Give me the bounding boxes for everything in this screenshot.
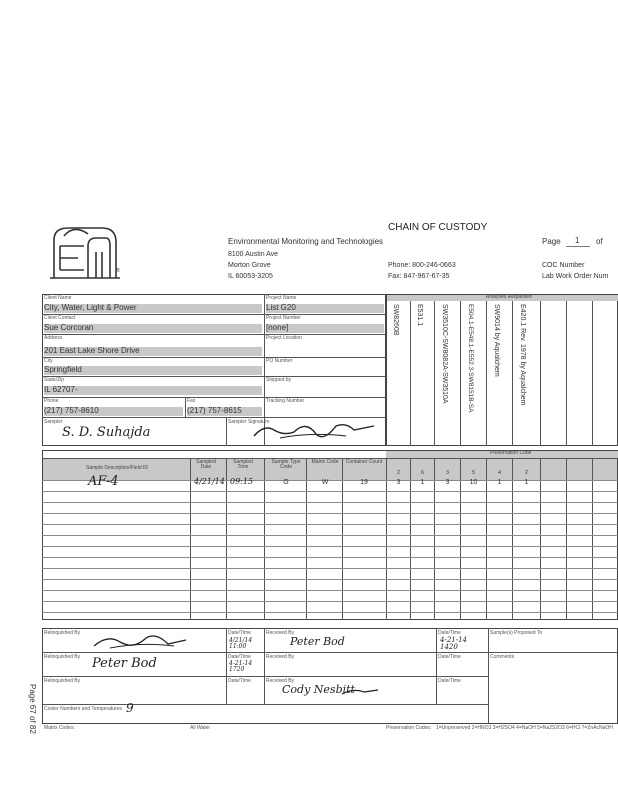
table-row-line: [42, 601, 618, 602]
preservation-codes-label: Preservation Codes:: [386, 725, 432, 731]
sample-date: 4/21/14: [194, 477, 225, 486]
col-container-count: Container Count: [345, 459, 383, 465]
table-row-line: [42, 491, 618, 492]
datetime-label-2b: Date/Time: [438, 654, 461, 660]
side-page-number: Page 67 of 82: [28, 684, 37, 734]
rule: [42, 334, 264, 335]
lab-fax: Fax: 847-967-67-35: [388, 273, 450, 280]
table-header-line: [42, 458, 618, 459]
table-column-line: [540, 458, 541, 620]
rule: [42, 397, 264, 398]
client-phone: (217) 757-8610: [44, 407, 183, 416]
custody-col: [488, 628, 489, 724]
svg-text:®: ®: [116, 268, 120, 274]
sample-analysis-count-4: 10: [469, 479, 478, 486]
sample-analysis-count-1: 3: [396, 479, 401, 486]
col-sampled-date: Sampled Date: [196, 459, 216, 471]
received-by-3: Cody Nesbitt: [282, 683, 355, 696]
po-number-label: PO Number: [266, 358, 293, 364]
form-title: CHAIN OF CUSTODY: [388, 222, 488, 233]
page-number: 1: [575, 236, 580, 245]
datetime-label-1b: Date/Time: [438, 630, 461, 636]
analysis-col: [592, 301, 593, 446]
project-name: List G20: [266, 304, 384, 313]
pres-code-1: 2: [397, 470, 400, 476]
analysis-method-5: SW9014 by Aqualchem: [493, 304, 500, 377]
sample-analysis-count-2: 1: [420, 479, 425, 486]
sample-analysis-count-6: 1: [524, 479, 529, 486]
relinquished-label-1: Relinquished By: [44, 630, 81, 636]
pres-code-3: 3: [446, 470, 449, 476]
phone-fax-divider: [185, 397, 186, 417]
received-label-3: Received By: [266, 678, 295, 684]
project-name-label: Project Name: [266, 295, 297, 301]
analysis-method-2: E531.1: [416, 304, 423, 327]
rule: [42, 376, 264, 377]
received-label-2: Received By: [266, 654, 295, 660]
relinquished-datetime-2: 4-21-14 1720: [229, 660, 253, 673]
relinquished-label-2: Relinquished By: [44, 654, 81, 660]
rule: [42, 314, 264, 315]
relinquished-datetime-1: 4/21/14 11:00: [229, 637, 253, 650]
table-row-line: [42, 612, 618, 613]
lab-address3: IL 60053-3205: [228, 273, 273, 280]
table-column-line: [566, 458, 567, 620]
sampler-label: Sampler: [44, 419, 63, 425]
sampler-signature: [250, 418, 380, 444]
table-column-line: [190, 458, 191, 620]
lab-work-order-label: Lab Work Order Num: [542, 273, 609, 280]
lab-phone: Phone: 800-246-0663: [388, 262, 456, 269]
client-city: Springfield: [44, 366, 262, 375]
custody-row: [42, 704, 488, 705]
pres-code-2: 6: [421, 470, 424, 476]
received-datetime-1: 4-21-14 1420: [440, 636, 467, 651]
received-label-1: Received By: [266, 630, 295, 636]
sample-analysis-count-3: 3: [445, 479, 450, 486]
table-column-line: [592, 458, 593, 620]
page-of: of: [596, 237, 603, 246]
lab-name: Environmental Monitoring and Technologies: [228, 237, 384, 246]
relinquished-label-3: Relinquished By: [44, 678, 81, 684]
custody-row: [42, 652, 488, 653]
client-contact-label: Client Contact: [44, 315, 76, 321]
sampler-name: S. D. Suhajda: [62, 425, 151, 440]
client-fax: (217) 757-8615: [187, 407, 262, 416]
preservation-header: Preservation Code: [490, 450, 532, 456]
table-row-line: [42, 535, 618, 536]
sample-id: AF-4: [88, 474, 119, 489]
analysis-method-1: SW8260B: [392, 304, 399, 336]
table-column-line: [342, 458, 343, 620]
analysis-col: [540, 301, 541, 446]
comments-label: Comments: [490, 654, 515, 660]
samples-proposed-label: Sample(s) Proposed To: [490, 630, 543, 636]
cooler-label: Cooler Numbers and Temperatures: [44, 706, 123, 712]
table-row-line: [42, 568, 618, 569]
relinquished-signature-1: [90, 630, 190, 652]
sampler-divider: [226, 417, 227, 446]
address-label: Address: [44, 335, 63, 341]
table-row-line: [42, 590, 618, 591]
tracking-number-label: Tracking Number: [266, 398, 305, 404]
col-matrix-code: Matrix Code: [311, 459, 339, 465]
sampler-signature-label: Sampler Signature: [228, 419, 270, 425]
preservation-codes-list: 1=Unpreserved 2=HNO3 3=H2SO4 4=NaOH 5=Na2S2O3 6=HCl 7=ZnAcNaOH: [436, 725, 613, 731]
page-label: Page: [542, 237, 561, 246]
table-column-line: [264, 458, 265, 620]
col-sampled-time: Sampled Time: [233, 459, 253, 471]
sample-type: G: [283, 479, 289, 486]
analysis-col: [434, 301, 435, 446]
datetime-label-2: Date/Time: [228, 654, 251, 660]
pres-code-6: 2: [525, 470, 528, 476]
coc-number-label: COC Number: [542, 262, 585, 269]
received-signature-3: [340, 684, 380, 698]
rule: [42, 357, 264, 358]
sample-matrix: W: [321, 479, 329, 486]
col-sample-type: Sample Type Code: [271, 459, 301, 471]
project-location-label: Project Location: [266, 335, 302, 341]
analysis-col: [410, 301, 411, 446]
phone-label: Phone: [44, 398, 59, 404]
table-row-line: [42, 546, 618, 547]
analyses-header: Analyses Requested: [486, 294, 532, 300]
analysis-method-4: E504.1-E548.1-E552.3-SW8151B-SA: [467, 304, 474, 413]
table-row-line: [42, 502, 618, 503]
lab-address1: 8100 Austin Ave: [228, 251, 279, 258]
client-address: 201 East Lake Shore Drive: [44, 347, 262, 356]
col-sample-description: Sample Description/Field ID: [86, 465, 148, 471]
client-name-label: Client Name: [44, 295, 72, 301]
client-name: City, Water, Light & Power: [44, 304, 262, 313]
table-column-line: [226, 458, 227, 620]
city-label: City: [44, 358, 53, 364]
datetime-label-1: Date/Time: [228, 630, 251, 636]
sample-analysis-count-5: 1: [497, 479, 502, 486]
pres-code-5: 4: [498, 470, 501, 476]
client-state-zip: IL 62707-: [44, 386, 262, 395]
fax-label: Fax: [187, 398, 196, 404]
table-row-line: [42, 579, 618, 580]
analysis-method-6: E420.1 Rev. 1978 by Aqualchem: [519, 304, 526, 406]
project-number: [none]: [266, 324, 384, 333]
table-row-line: [42, 524, 618, 525]
custody-row: [488, 652, 618, 653]
analysis-col: [486, 301, 487, 446]
sample-time: 09:15: [230, 477, 254, 486]
cooler-value: 9: [126, 701, 134, 715]
received-by-1: Peter Bod: [290, 635, 345, 648]
datetime-label-3b: Date/Time: [438, 678, 461, 684]
pres-code-4: 5: [472, 470, 475, 476]
emt-logo: [44, 222, 126, 284]
client-contact: Sue Corcoran: [44, 324, 262, 333]
sample-container-count: 19: [360, 479, 368, 486]
table-row-line: [42, 557, 618, 558]
custody-col: [436, 628, 437, 704]
analysis-col: [566, 301, 567, 446]
datetime-label-3: Date/Time: [228, 678, 251, 684]
relinquished-by-2: Peter Bod: [92, 656, 157, 671]
project-number-label: Project Number: [266, 315, 301, 321]
state-zip-label: State/Zip: [44, 377, 65, 383]
all-waters: All Water: [190, 725, 211, 731]
lab-address2: Morton Grove: [228, 262, 271, 269]
page-number-underline: [566, 246, 590, 247]
table-column-line: [306, 458, 307, 620]
shipped-by-label: Shipped by: [266, 377, 292, 383]
analysis-col: [512, 301, 513, 446]
custody-row: [42, 676, 488, 677]
analysis-method-3: SW3510C-SW8082A-SW3510A: [441, 304, 448, 404]
analysis-col: [460, 301, 461, 446]
custody-col: [226, 628, 227, 704]
table-row-line: [42, 513, 618, 514]
matrix-codes-label: Matrix Codes:: [44, 725, 75, 731]
